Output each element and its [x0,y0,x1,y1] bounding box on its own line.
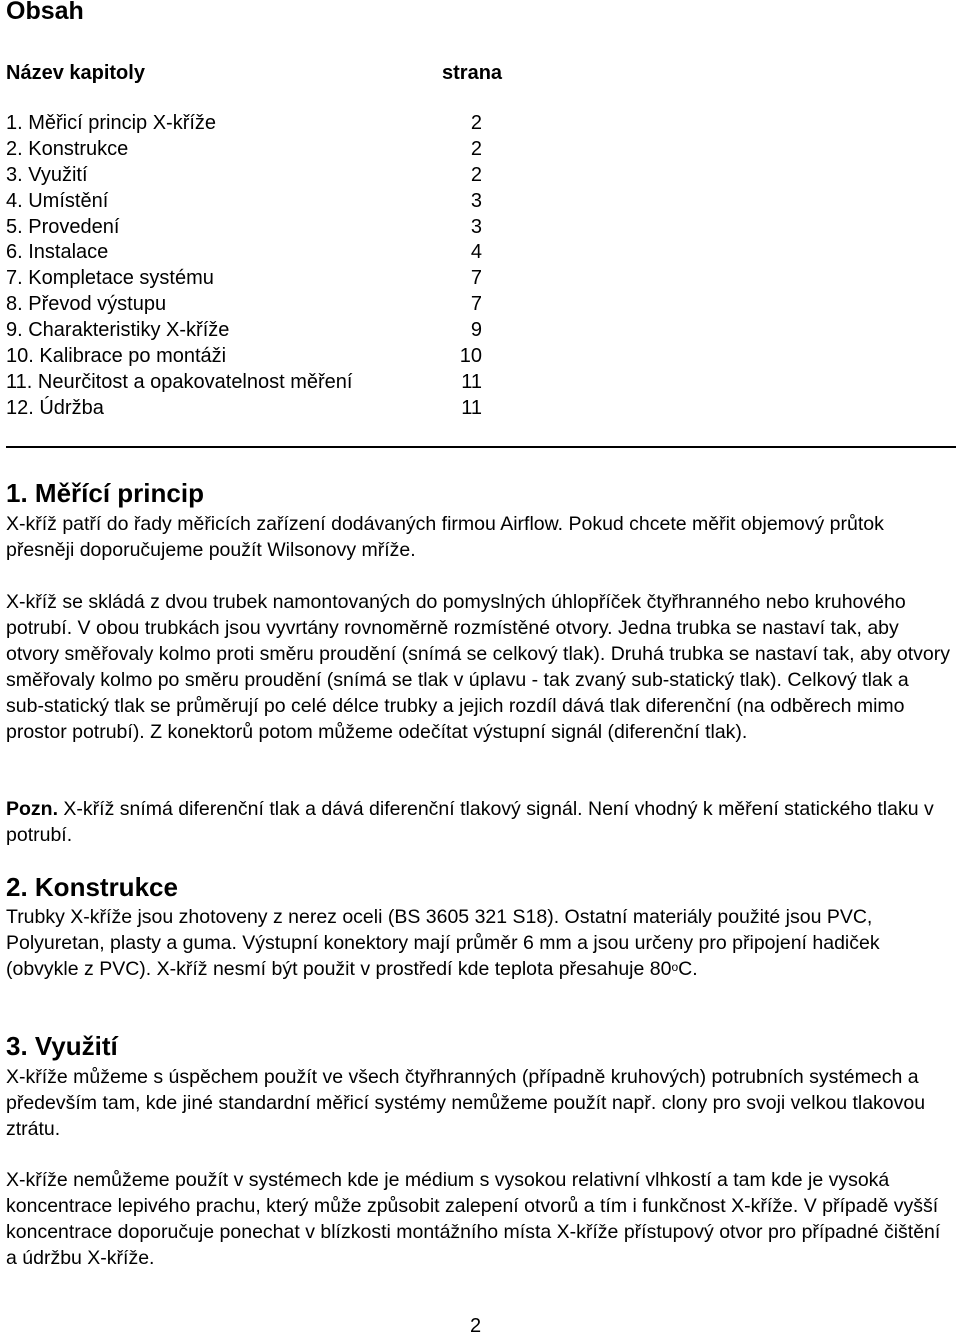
toc-header-chapter: Název kapitoly [6,62,145,84]
degree-superscript: o [671,960,679,974]
section-heading-principle: 1. Měřící princip [6,478,204,508]
toc-item [6,369,526,395]
section-principle-note [6,796,951,848]
toc-item [6,317,526,343]
toc-item-label: 5. Provedení [6,215,120,238]
toc-item [6,265,526,291]
section-usage-paragraph-2: X-kříže nemůžeme použít v systémech kde je médium s vysokou relativní vlhkostí a tam kde je vysoká koncentrace lepivého prachu, který může způsobit zalepení otvorů a tím i funkčnost X-kříže. V případě vyšší koncentrace doporučuje ponechat v blízkosti montážního místa X-kříže přístupový otvor pro případné čištění a údržbu X-kříže. [6,1169,941,1269]
toc-item-label: 10. Kalibrace po montáži [6,345,227,368]
toc-item [6,343,526,369]
note-label: Pozn. [6,798,58,820]
toc-item [6,136,526,162]
toc-item-page: 7 [470,267,482,290]
toc-list [6,110,526,421]
toc-item [6,162,526,188]
page-number: 2 [470,1315,482,1337]
note-text: X-kříž snímá diferenční tlak a dává diferenční tlakový signál. Není vhodný k měření statického tlaku v potrubí. [6,798,934,846]
toc-item-page: 7 [470,293,482,316]
section-principle-paragraph-2: X-kříž se skládá z dvou trubek namontovaných do pomyslných úhlopříček čtyřhranného nebo kruhového potrubí. V obou trubkách jsou vyvrtány rovnoměrně rozmístěné otvory. Jedna trubka se nastaví tak, aby otvory směřovaly kolmo proti směru proudění (snímá se celkový tlak). Druhá trubka se nastaví tak, aby otvory směřovaly kolmo po směru proudění (snímá se tlak v úplavu - tak zvaný sub-statický tlak). Celkový tlak a sub-statický tlak se průměrují po celé délce trubky a jejich rozdíl dává tlak diferenční (na odběrech mimo prostor potrubí). Z konektorů potom můžeme odečítat výstupní signál (diferenční tlak). [6,591,950,743]
toc-item-page: 11 [461,396,482,419]
toc-item-page: 2 [470,112,482,134]
toc-item-label: 4. Umístění [6,189,109,212]
toc-item-label: 9. Charakteristiky X-kříže [6,319,230,342]
toc-item-label: 12. Údržba [6,396,104,419]
section-heading-construction: 2. Konstrukce [6,872,178,902]
temperature-unit: C. [678,958,698,980]
section-divider [6,446,956,448]
toc-item-page: 10 [459,345,482,368]
construction-text: Trubky X-kříže jsou zhotoveny z nerez oceli (BS 3605 321 S18). Ostatní materiály použité jsou PVC, Polyuretan, plasty a guma. Výstupní konektory mají průměr 6 mm a jsou určeny pro připojení hadiček (obvykle z PVC). X-kříž nesmí být použit v prostředí kde teplota přesahuje 80 [6,906,880,980]
toc-item-label: 8. Převod výstupu [6,293,167,316]
toc-header [6,60,526,86]
toc-item-page: 2 [470,137,482,160]
toc-item-label: 2. Konstrukce [6,137,129,160]
section-heading-usage: 3. Využití [6,1031,118,1061]
toc-item-label: 6. Instalace [6,241,109,264]
toc-item-page: 11 [461,370,482,393]
toc-item [6,214,526,240]
toc-item-label: 11. Neurčitost a opakovatelnost měření [6,370,353,393]
toc-item [6,239,526,265]
toc-item-page: 9 [470,319,482,342]
toc-item [6,395,526,421]
toc-item-page: 3 [470,215,482,238]
toc-item-page: 4 [470,241,482,264]
section-usage-paragraph-1: X-kříže můžeme s úspěchem použít ve všech čtyřhranných (případně kruhových) potrubních systémech a především tam, kde jiné standardní měřicí systémy nemůžeme použít např. clony pro svoji velkou tlakovou ztrátu. [6,1066,926,1140]
toc-item-page: 2 [470,163,482,186]
section-construction-paragraph [6,904,951,982]
toc-item [6,291,526,317]
toc-item-label: 7. Kompletace systému [6,267,214,290]
toc-item-label: 3. Využití [6,163,88,186]
section-principle-paragraph-1: X-kříž patří do řady měřicích zařízení dodávaných firmou Airflow. Pokud chcete měřit objemový průtok přesněji doporučujeme použít Wilsonovy mříže. [6,513,884,561]
toc-item-page: 3 [470,189,482,212]
toc-item [6,110,526,136]
toc-item-label: 1. Měřicí princip X-kříže [6,112,217,134]
toc-header-page: strana [442,62,503,84]
page-title: Obsah [6,0,84,25]
toc-item [6,188,526,214]
